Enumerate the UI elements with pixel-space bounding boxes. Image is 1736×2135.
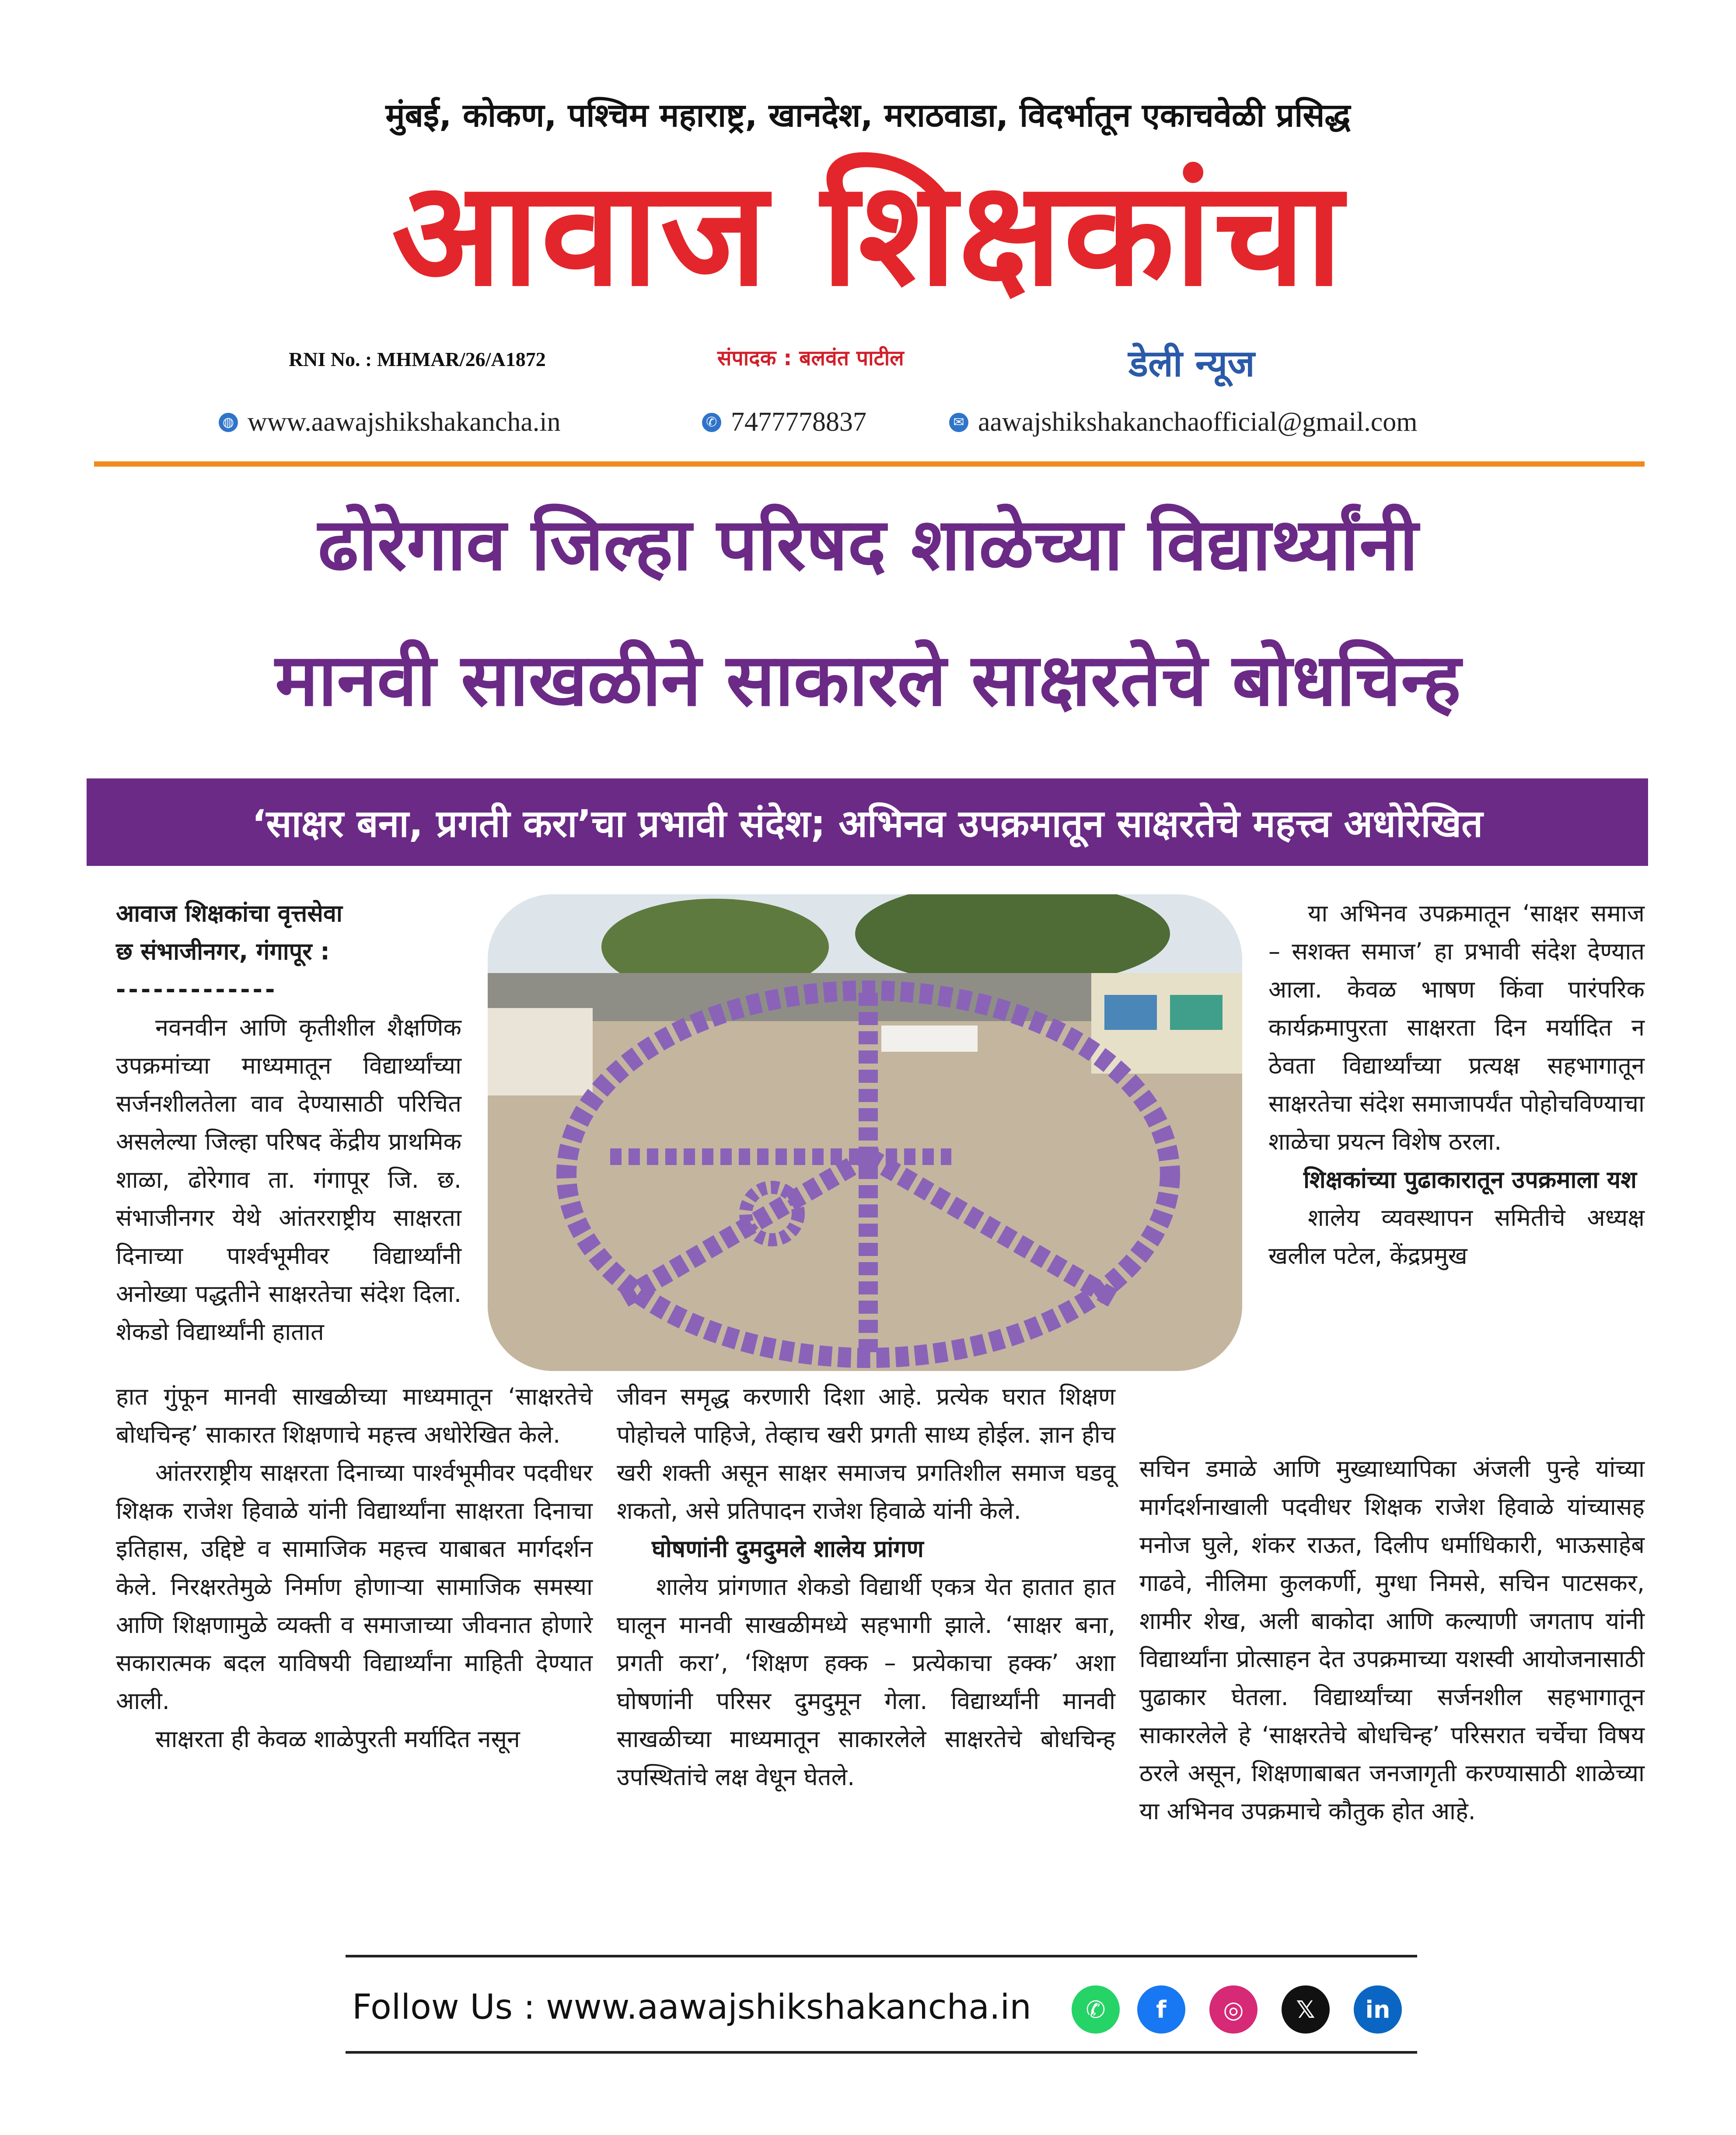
masthead-divider: [94, 461, 1645, 467]
column-2: [617, 1378, 1115, 1796]
section-heading: घोषणांनी दुमदुमले शालेय प्रांगण: [652, 1535, 924, 1563]
email-address[interactable]: aawajshikshakanchaofficial@gmail.com: [978, 407, 1418, 437]
instagram-icon[interactable]: ◎: [1209, 1985, 1257, 2034]
website-contact[interactable]: [219, 407, 561, 438]
column-3-bottom: [1139, 1450, 1645, 1830]
paragraph: हात गुंफून मानवी साखळीच्या माध्यमातून ‘साक्षरतेचे बोधचिन्ह’ साकारत शिक्षणाचे महत्त्व अधोरेखित केले.: [116, 1383, 593, 1448]
phone-contact[interactable]: [702, 407, 866, 438]
paragraph: साक्षरता ही केवळ शाळेपुरती मर्यादित नसून: [155, 1725, 520, 1753]
linkedin-icon[interactable]: in: [1354, 1985, 1402, 2034]
section-heading: शिक्षकांच्या पुढाकारातून उपक्रमाला यश: [1303, 1166, 1637, 1193]
byline-agency: आवाज शिक्षकांचा वृत्तसेवा: [116, 900, 342, 927]
phone-number[interactable]: 7477778837: [731, 407, 866, 437]
x-icon[interactable]: 𝕏: [1282, 1985, 1330, 2034]
column-3-top: [1268, 894, 1645, 1275]
headline-line-1: ढोरेगाव जिल्हा परिषद शाळेच्या विद्यार्थ्यांनी: [318, 502, 1418, 586]
edition-label: डेली न्यूज: [1128, 342, 1255, 385]
paragraph: या अभिनव उपक्रमातून ‘साक्षर समाज – सशक्त समाज’ हा प्रभावी संदेश देण्यात आला. केवळ भाषण किंवा पारंपरिक कार्यक्रमापुरता साक्षरता दिन मर्यादित न ठेवता विद्यार्थ्यांच्या प्रत्यक्ष सहभागातून साक्षरतेचा संदेश समाजापर्यंत पोहोचविण्याचा शाळेचा प्रयत्न विशेष ठरला.: [1268, 900, 1645, 1155]
byline-location: छ संभाजीनगर, गंगापूर :: [116, 938, 330, 965]
paragraph: आंतरराष्ट्रीय साक्षरता दिनाच्या पार्श्वभूमीवर पदवीधर शिक्षक राजेश हिवाळे यांनी विद्यार्थ्यांना साक्षरता दिनाचा इतिहास, उद्दिष्टे व सामाजिक महत्त्व याबाबत मार्गदर्शन केले. निरक्षरतेमुळे निर्माण होणाऱ्या सामाजिक समस्या आणि शिक्षणामुळे व्यक्ती व समाजाच्या जीवनात होणारे सकारात्मक बदल याविषयी विद्यार्थ्यांना माहिती देण्यात आली.: [116, 1459, 593, 1715]
byline-rule: -------------: [116, 976, 278, 1003]
editor-name: संपादक : बलवंत पाटील: [717, 346, 904, 370]
phone-icon: ✆: [702, 413, 721, 432]
rni-number: RNI No. : MHMAR/26/A1872: [289, 348, 546, 370]
follow-us-link[interactable]: Follow Us : www.aawajshikshakancha.in: [352, 1988, 1031, 2027]
whatsapp-icon[interactable]: ✆: [1072, 1985, 1120, 2034]
footer-rule-top: [346, 1955, 1417, 1957]
website-link[interactable]: www.aawajshikshakancha.in: [248, 407, 561, 437]
column-1-bottom: [116, 1378, 593, 1758]
headline-line-2: मानवी साखळीने साकारले साक्षरतेचे बोधचिन्ह: [275, 638, 1461, 722]
paragraph: नवनवीन आणि कृतीशील शैक्षणिक उपक्रमांच्या माध्यमातून विद्यार्थ्यांच्या सर्जनशीलतेला वाव देण्यासाठी परिचित असलेल्या जिल्हा परिषद केंद्रीय प्राथमिक शाळा, ढोरेगाव ता. गंगापूर जि. छ. संभाजीनगर येथे आंतरराष्ट्रीय साक्षरता दिनाच्या पार्श्वभूमीवर विद्यार्थ्यांनी अनोख्या पद्धतीने साक्षरतेचा संदेश दिला. शेकडो विद्यार्थ्यांनी हातात: [116, 1014, 461, 1346]
paragraph: शालेय प्रांगणात शेकडो विद्यार्थी एकत्र येत हातात हात घालून मानवी साखळीमध्ये सहभागी झाले. ‘साक्षर बना, प्रगती करा’, ‘शिक्षण हक्क – प्रत्येकाचा हक्क’ अशा घोषणांनी परिसर दुमदुमून गेला. विद्यार्थ्यांनी मानवी साखळीच्या माध्यमातून साकारलेले साक्षरतेचे बोधचिन्ह उपस्थितांचे लक्ष वेधून घेतले.: [617, 1573, 1115, 1791]
subheadline-text: ‘साक्षर बना, प्रगती करा’चा प्रभावी संदेश; अभिनव उपक्रमातून साक्षरतेचे महत्त्व अधोरेखित: [251, 802, 1483, 846]
newspaper-title: आवाज शिक्षकांचा: [391, 150, 1345, 318]
paragraph: जीवन समृद्ध करणारी दिशा आहे. प्रत्येक घरात शिक्षण पोहोचले पाहिजे, तेव्हाच खरी प्रगती साध्य होईल. ज्ञान हीच खरी शक्ती असून साक्षर समाजच प्रगतिशील समाज घडवू शकतो, असे प्रतिपादन राजेश हिवाळे यांनी केले.: [617, 1383, 1115, 1525]
facebook-icon[interactable]: f: [1137, 1985, 1185, 2034]
paragraph: शालेय व्यवस्थापन समितीचे अध्यक्ष खलील पटेल, केंद्रप्रमुख: [1268, 1204, 1645, 1270]
footer-rule-bottom: [346, 2051, 1417, 2054]
column-1-top: [116, 894, 461, 1351]
globe-icon: ◍: [219, 413, 238, 432]
article-photo: [488, 894, 1242, 1371]
mail-icon: ✉: [949, 413, 968, 432]
human-chain-photo: [488, 894, 1242, 1371]
paragraph: सचिन डमाळे आणि मुख्याध्यापिका अंजली पुन्हे यांच्या मार्गदर्शनाखाली पदवीधर शिक्षक राजेश हिवाळे यांच्यासह मनोज घुले, शंकर राऊत, दिलीप धर्माधिकारी, भाऊसाहेब गाढवे, नीलिमा कुलकर्णी, मुग्धा निमसे, सचिन पाटसकर, शामीर शेख, अली बाकोदा आणि कल्याणी जगताप यांनी विद्यार्थ्यांना प्रोत्साहन देत उपक्रमाच्या यशस्वी आयोजनासाठी पुढाकार घेतला. विद्यार्थ्यांच्या सर्जनशील सहभागातून साकारलेले हे ‘साक्षरतेचे बोधचिन्ह’ परिसरात चर्चेचा विषय ठरले असून, शिक्षणाबाबत जनजागृती करण्यासाठी शाळेच्या या अभिनव उपक्रमाचे कौतुक होत आहे.: [1139, 1455, 1645, 1825]
subheadline-banner: [87, 778, 1648, 866]
email-contact[interactable]: [949, 407, 1418, 438]
masthead-tagline: मुंबई, कोकण, पश्चिम महाराष्ट्र, खानदेश, मराठवाडा, विदर्भातून एकाचवेळी प्रसिद्ध: [385, 97, 1351, 134]
